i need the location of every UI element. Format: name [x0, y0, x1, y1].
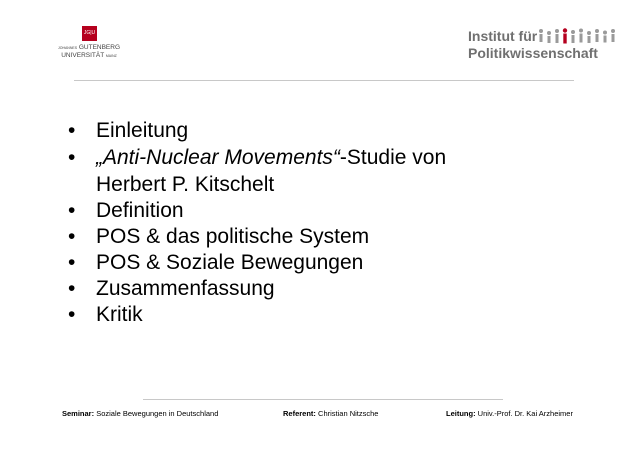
list-item-continuation: Herbert P. Kitschelt: [96, 173, 275, 196]
bullet: •: [68, 251, 76, 274]
list-item-text: POS & das politische System: [96, 225, 370, 248]
list-item: [66, 198, 446, 224]
list-item-text: Zusammenfassung: [96, 277, 275, 300]
header-divider: [74, 80, 574, 81]
study-title: „Anti-Nuclear Movements“: [96, 146, 340, 169]
institute-name: Institut für Politikwissenschaft: [468, 28, 598, 61]
bullet: •: [68, 146, 76, 169]
footer-seminar: Seminar: Soziale Bewegungen in Deutschland: [62, 409, 219, 418]
list-item: [66, 276, 446, 302]
list-item-text: Einleitung: [96, 119, 189, 142]
list-item: [66, 302, 446, 328]
list-item: [66, 250, 446, 276]
university-name-line1: JOHANNES GUTENBERG: [57, 44, 121, 51]
bullet: •: [68, 119, 76, 142]
bullet: •: [68, 303, 76, 326]
agenda-list: [66, 118, 446, 328]
list-item-text: -Studie von: [339, 146, 447, 169]
bullet: •: [68, 225, 76, 248]
university-logo: [48, 26, 130, 70]
list-item-text: Definition: [96, 199, 184, 222]
bullet: •: [68, 277, 76, 300]
institute-logo: [468, 28, 618, 70]
list-item: [66, 144, 446, 198]
footer-leitung: Leitung: Univ.-Prof. Dr. Kai Arzheimer: [446, 409, 573, 418]
list-item: [66, 224, 446, 250]
list-item-text: POS & Soziale Bewegungen: [96, 251, 364, 274]
university-name-line2: UNIVERSITÄT MAINZ: [61, 52, 117, 59]
bullet: •: [68, 199, 76, 222]
university-seal-icon: JG|U: [82, 26, 97, 41]
list-item-text: Kritik: [96, 303, 143, 326]
footer-referent: Referent: Christian Nitzsche: [283, 409, 379, 418]
footer-divider: [143, 399, 503, 400]
list-item: [66, 118, 446, 144]
